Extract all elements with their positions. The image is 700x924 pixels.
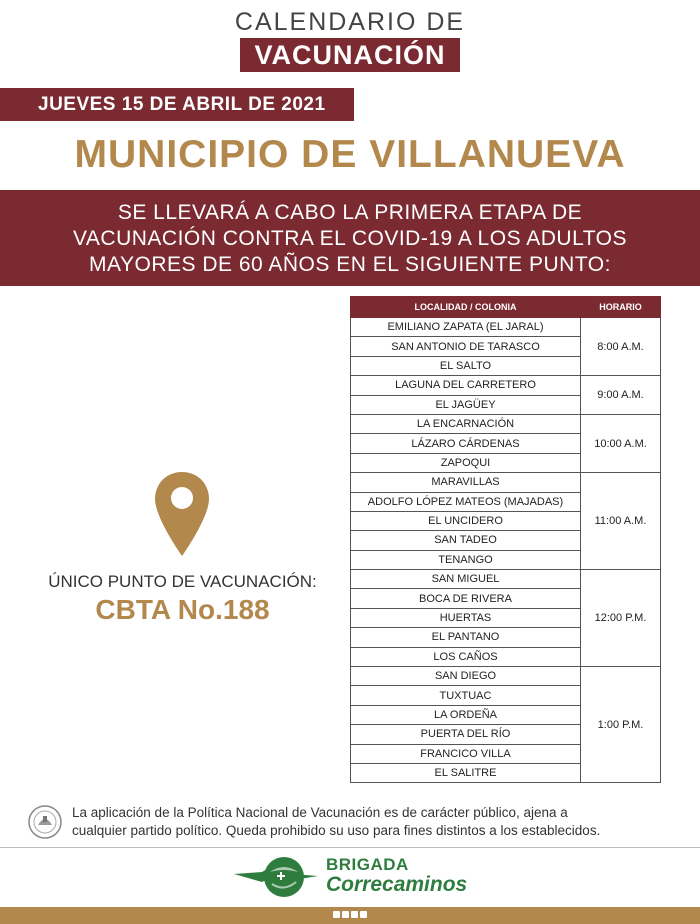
- locality-cell: LÁZARO CÁRDENAS: [351, 434, 581, 453]
- locality-cell: HUERTAS: [351, 608, 581, 627]
- locality-cell: SAN MIGUEL: [351, 570, 581, 589]
- date-bar: JUEVES 15 DE ABRIL DE 2021: [0, 88, 354, 121]
- instagram-icon[interactable]: [351, 911, 358, 918]
- table-row: [351, 570, 661, 589]
- table-row: [351, 376, 661, 395]
- facebook-icon[interactable]: [333, 911, 340, 918]
- column-header-time: HORARIO: [581, 297, 661, 318]
- schedule-table: [350, 296, 661, 783]
- locality-cell: SAN TADEO: [351, 531, 581, 550]
- locality-cell: BOCA DE RIVERA: [351, 589, 581, 608]
- location-label: ÚNICO PUNTO DE VACUNACIÓN:: [48, 572, 317, 591]
- time-cell: 9:00 A.M.: [581, 376, 661, 415]
- locality-cell: EL SALTO: [351, 356, 581, 375]
- locality-cell: SAN ANTONIO DE TARASCO: [351, 337, 581, 356]
- map-pin-icon: [153, 470, 211, 558]
- locality-cell: EL JAGÜEY: [351, 395, 581, 414]
- disclaimer-text: [72, 804, 692, 840]
- locality-cell: LA ORDEÑA: [351, 705, 581, 724]
- header-title-highlight: VACUNACIÓN: [240, 38, 460, 72]
- banner-line-2: VACUNACIÓN CONTRA EL COVID-19 A LOS ADULTOS: [72, 227, 628, 250]
- time-cell: 12:00 P.M.: [581, 570, 661, 667]
- locality-cell: ZAPOQUI: [351, 453, 581, 472]
- time-cell: 11:00 A.M.: [581, 473, 661, 570]
- announcement-banner: [0, 190, 700, 286]
- brand-subtitle: Correcaminos: [326, 873, 468, 896]
- locality-cell: MARAVILLAS: [351, 473, 581, 492]
- table-row: [351, 414, 661, 433]
- location-name: CBTA No.188: [95, 594, 270, 625]
- locality-cell: FRANCICO VILLA: [351, 744, 581, 763]
- locality-cell: TUXTUAC: [351, 686, 581, 705]
- banner-line-1: SE LLEVARÁ A CABO LA PRIMERA ETAPA DE: [117, 201, 583, 224]
- municipality-title: MUNICIPIO DE VILLANUEVA: [74, 133, 626, 176]
- locality-cell: SAN DIEGO: [351, 667, 581, 686]
- twitter-icon[interactable]: [342, 911, 349, 918]
- brigada-logo-icon: [232, 852, 322, 902]
- time-cell: 10:00 A.M.: [581, 414, 661, 472]
- social-icons: [333, 911, 367, 918]
- government-seal-icon: [28, 805, 62, 839]
- locality-cell: EL PANTANO: [351, 628, 581, 647]
- youtube-icon[interactable]: [360, 911, 367, 918]
- locality-cell: EL UNCIDERO: [351, 511, 581, 530]
- locality-cell: LAGUNA DEL CARRETERO: [351, 376, 581, 395]
- locality-cell: EMILIANO ZAPATA (EL JARAL): [351, 318, 581, 337]
- column-header-locality: LOCALIDAD / COLONIA: [351, 297, 581, 318]
- locality-cell: PUERTA DEL RÍO: [351, 725, 581, 744]
- brand-title: BRIGADA: [326, 855, 409, 874]
- table-row: [351, 318, 661, 337]
- header-title: CALENDARIO DE: [234, 8, 466, 36]
- time-cell: 1:00 P.M.: [581, 667, 661, 783]
- table-row: [351, 473, 661, 492]
- disclaimer-line-1: La aplicación de la Política Nacional de Vacunación es de carácter público, ajena a: [72, 805, 568, 820]
- locality-cell: TENANGO: [351, 550, 581, 569]
- footer-divider: [0, 847, 700, 848]
- disclaimer-line-2: cualquier partido político. Queda prohibido su uso para fines distintos a los establecidos.: [72, 823, 601, 838]
- locality-cell: ADOLFO LÓPEZ MATEOS (MAJADAS): [351, 492, 581, 511]
- time-cell: 8:00 A.M.: [581, 318, 661, 376]
- table-header-row: [351, 297, 661, 318]
- banner-line-3: MAYORES DE 60 AÑOS EN EL SIGUIENTE PUNTO:: [89, 253, 611, 276]
- locality-cell: EL SALITRE: [351, 763, 581, 782]
- locality-cell: LOS CAÑOS: [351, 647, 581, 666]
- table-row: [351, 667, 661, 686]
- locality-cell: LA ENCARNACIÓN: [351, 414, 581, 433]
